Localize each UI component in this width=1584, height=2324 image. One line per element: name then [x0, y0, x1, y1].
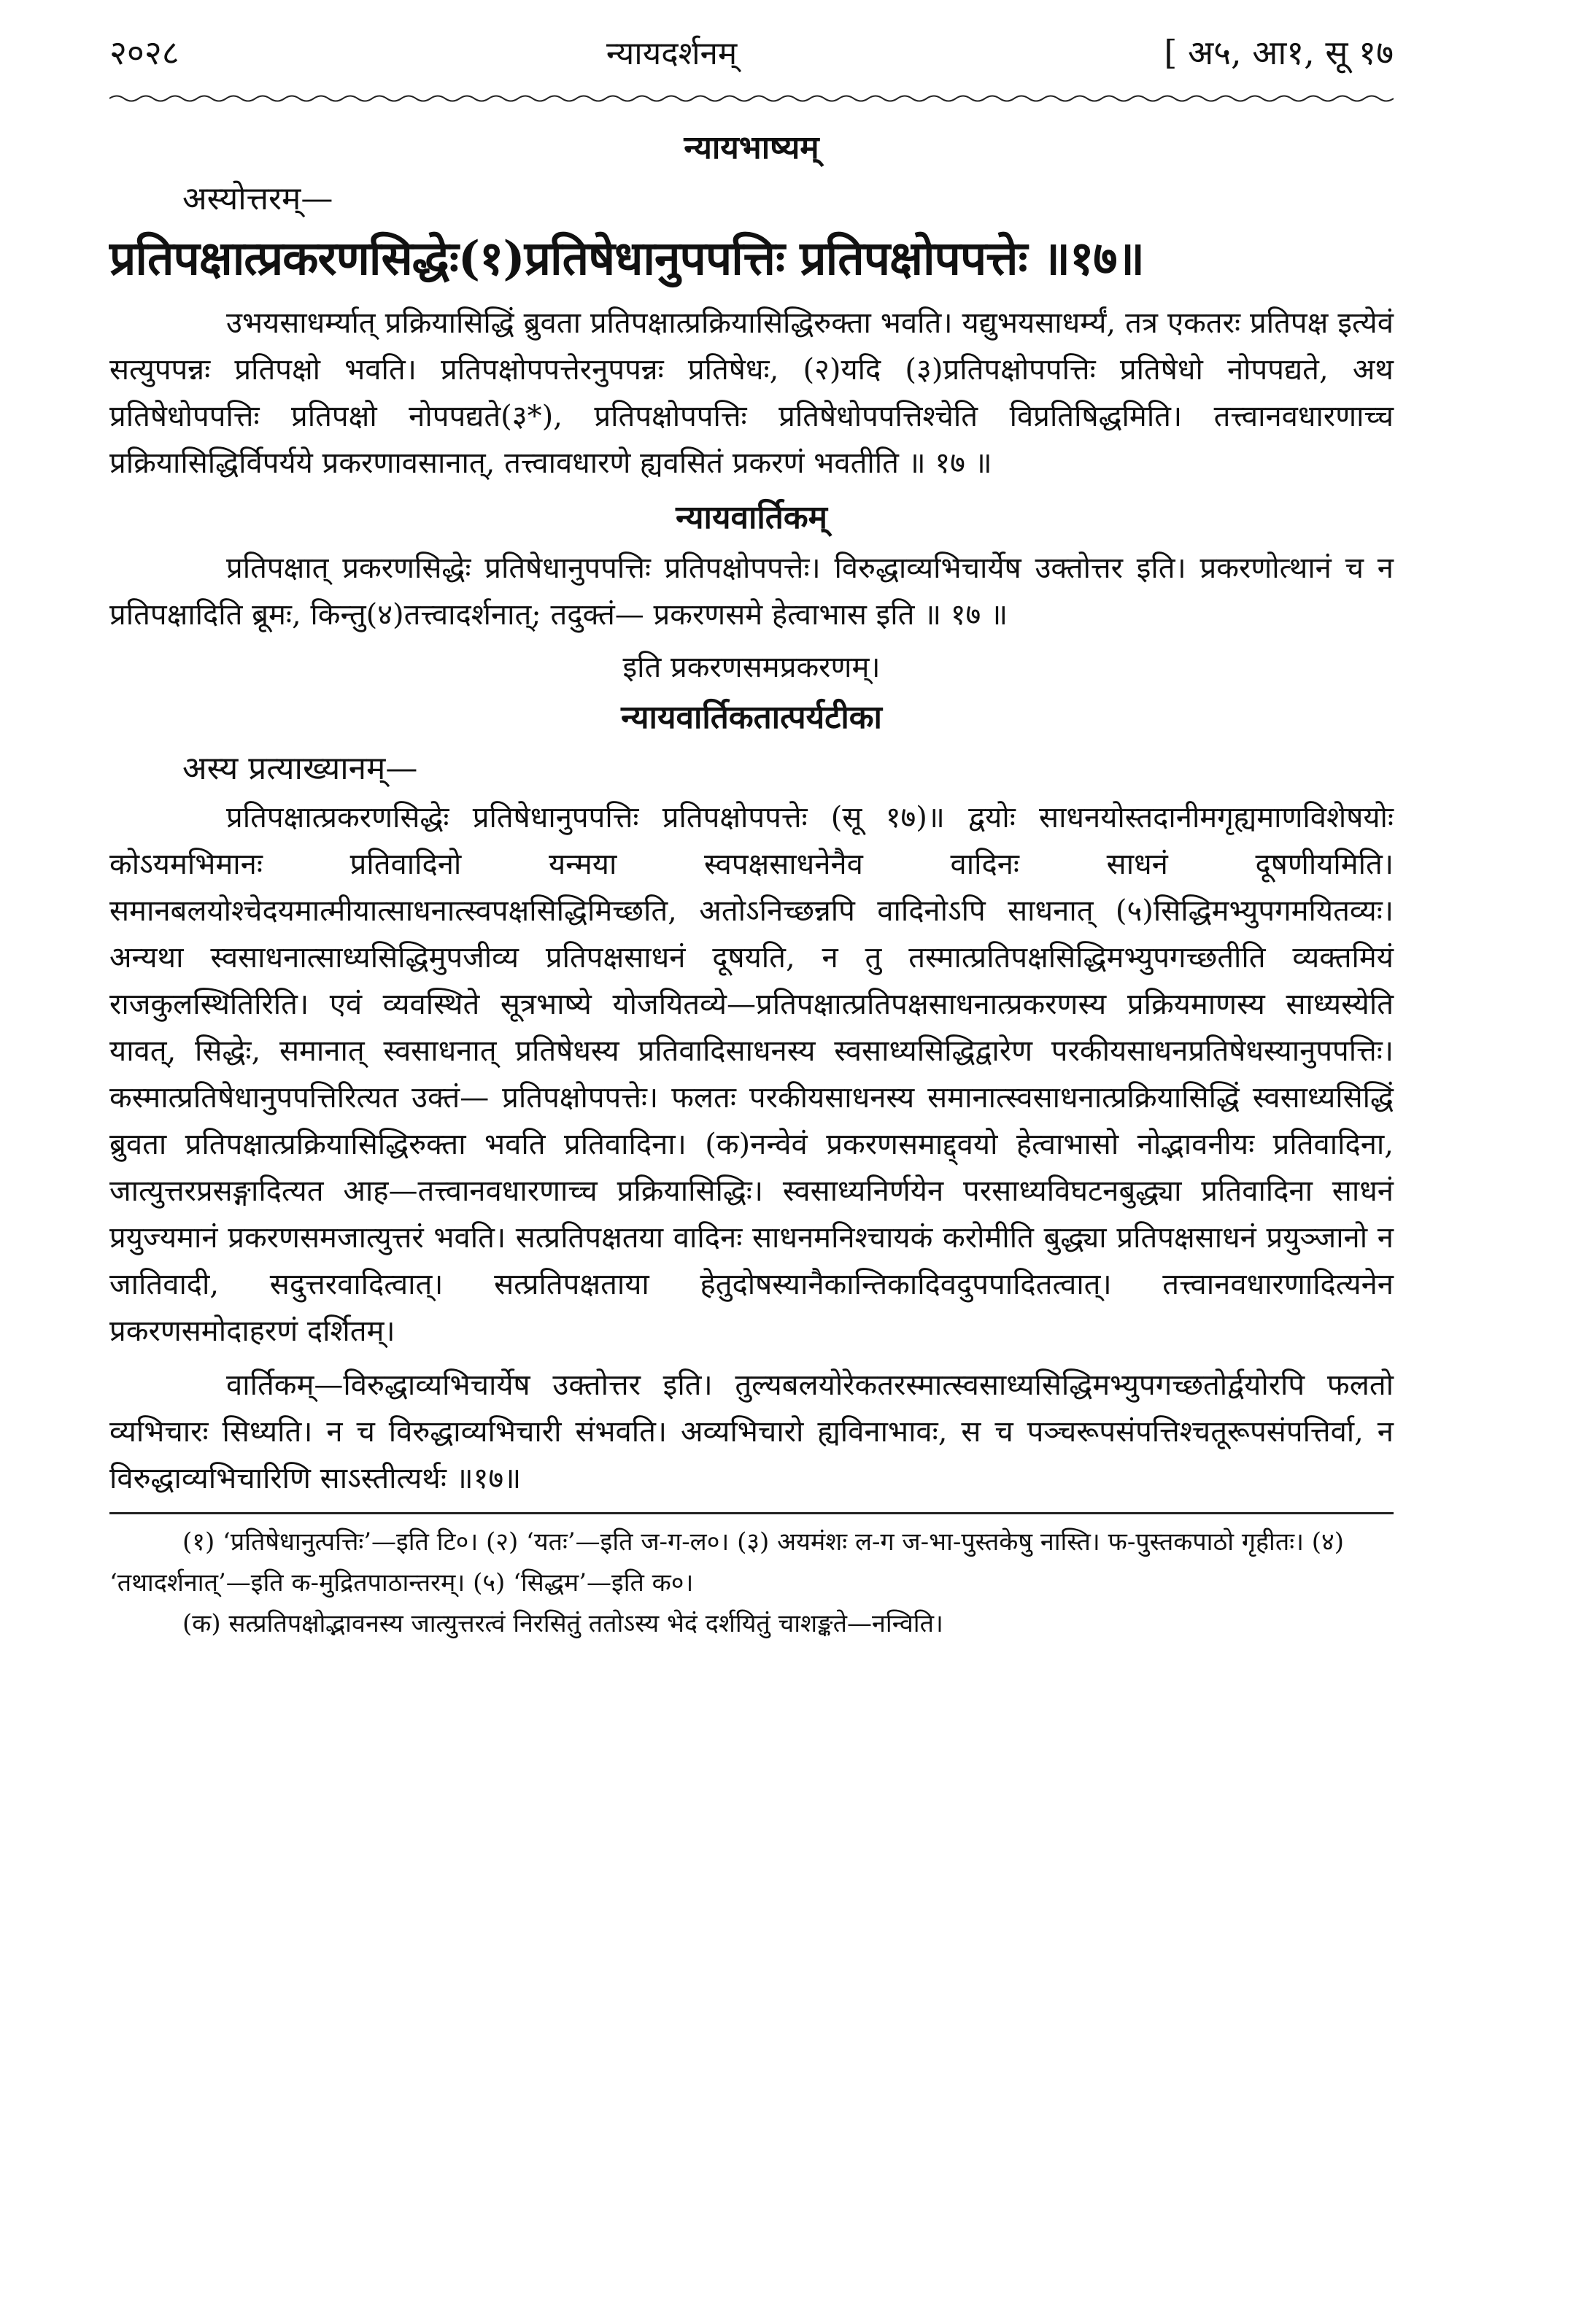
chapter-reference: [ अ५, आ१, सू १७: [1164, 33, 1394, 72]
sutra-17: प्रतिपक्षात्प्रकरणसिद्धेः(१)प्रतिषेधानुपपत्तिः प्रतिपक्षोपपत्तेः ॥१७॥: [109, 231, 1144, 286]
footnote-line-2: (क) सत्प्रतिपक्षोद्भावनस्य जात्युत्तरत्वं निरसितुं ततोऽस्य भेदं दर्शयितुं चाशङ्कते—नन्विति।: [182, 1609, 943, 1638]
page-number: २०२८: [109, 33, 179, 72]
vartika-text: प्रतिपक्षात् प्रकरणसिद्धेः प्रतिषेधानुपपत्तिः प्रतिपक्षोपपत्तेः। विरुद्धाव्यभिचार्येष उक्तोत्तर इति। प्रकरणोत्थानं च न प्रतिपक्षादिति ब्रूमः, किन्तु(४)तत्त्वादर्शनात्; तदुक्तं— प्रकरणसमे हेत्वाभास इति ॥ १७ ॥: [109, 551, 1394, 632]
bhashya-text: उभयसाधर्म्यात् प्रक्रियासिद्धिं ब्रुवता प्रतिपक्षात्प्रक्रियासिद्धिरुक्ता भवति। यद्युभयसाधर्म्यं, तत्र एकतरः प्रतिपक्ष इत्येवं सत्युपपन्नः प्रतिपक्षो भवति। प्रतिपक्षोपपत्तेरनुपपन्नः प्रतिषेधः, (२)यदि (३)प्रतिपक्षोपपत्तिः प्रतिषेधो नोपपद्यते, अथ प्रतिषेधोपपत्तिः प्रतिपक्षो नोपपद्यते(३*), प्रतिपक्षोपपत्तिः प्रतिषेधोपपत्तिश्चेति विप्रतिषिद्धमिति। तत्त्वानवधारणाच्च प्रक्रियासिद्धिर्विपर्यये प्रकरणावसानात्, तत्त्वावधारणे ह्यवसितं प्रकरणं भवतीति ॥ १७ ॥: [109, 306, 1394, 480]
vartika-heading: न्यायवार्तिकम्: [676, 499, 827, 536]
footnotes: [109, 1522, 1394, 1644]
section-closing: इति प्रकरणसमप्रकरणम्।: [622, 651, 881, 684]
footnote-line-1: (१) ‘प्रतिषेधानुत्पत्तिः’—इति टि०। (२) ‘यतः’—इति ज-ग-ल०। (३) अयमंशः ल-ग ज-भा-पुस्तकेषु नास्ति। फ-पुस्तकपाठो गृहीतः। (४) ‘तथादर्शनात्’—इति क-मुद्रितपाठान्तरम्। (५) ‘सिद्धम’—इति क०।: [109, 1527, 1344, 1597]
bhashya-intro: अस्योत्तरम्—: [182, 180, 333, 217]
tika-paragraph-2: वार्तिकम्—विरुद्धाव्यभिचार्येष उक्तोत्तर इति। तुल्यबलयोरेकतरस्मात्स्वसाध्यसिद्धिमभ्युपगच्छतोर्द्वयोरपि फलतो व्यभिचारः सिध्यति। न च विरुद्धाव्यभिचारी संभवति। अव्यभिचारो ह्यविनाभावः, स च पञ्चरूपसंपत्तिश्चतूरूपसंपत्तिर्वा, न विरुद्धाव्यभिचारिणि साऽस्तीत्यर्थः ॥१७॥: [109, 1368, 1394, 1495]
tika-paragraph-1: प्रतिपक्षात्प्रकरणसिद्धेः प्रतिषेधानुपपत्तिः प्रतिपक्षोपपत्तेः (सू १७)॥ द्वयोः साधनयोस्तदानीमगृह्यमाणविशेषयोः कोऽयमभिमानः प्रतिवादिनो यन्मया स्वपक्षसाधनेनैव वादिनः साधनं दूषणीयमिति। समानबलयोश्चेदयमात्मीयात्साधनात्स्वपक्षसिद्धिमिच्छति, अतोऽनिच्छन्नपि वादिनोऽपि साधनात् (५)सिद्धिमभ्युपगमयितव्यः। अन्यथा स्वसाधनात्साध्यसिद्धिमुपजीव्य प्रतिपक्षसाधनं दूषयति, न तु तस्मात्प्रतिपक्षसिद्धिमभ्युपगच्छतीति व्यक्तमियं राजकुलस्थितिरिति। एवं व्यवस्थिते सूत्रभाष्ये योजयितव्ये—प्रतिपक्षात्प्रतिपक्षसाधनात्प्रकरणस्य प्रक्रियमाणस्य साध्यस्येति यावत्, सिद्धेः, समानात् स्वसाधनात् प्रतिषेधस्य प्रतिवादिसाधनस्य स्वसाध्यसिद्धिद्वारेण परकीयसाधनप्रतिषेधस्यानुपपत्तिः। कस्मात्प्रतिषेधानुपपत्तिरित्यत उक्तं— प्रतिपक्षोपपत्तेः। फलतः परकीयसाधनस्य समानात्स्वसाधनात्प्रक्रियासिद्धिं स्वसाध्यसिद्धिं ब्रुवता प्रतिपक्षात्प्रक्रियासिद्धिरुक्ता भवति प्रतिवादिना। (क)नन्वेवं प्रकरणसमाद्द्वयो हेत्वाभासो नोद्भावनीयः प्रतिवादिना, जात्युत्तरप्रसङ्गादित्यत आह—तत्त्वानवधारणाच्च प्रक्रियासिद्धिः। स्वसाध्यनिर्णयेन परसाध्यविघटनबुद्ध्या प्रतिवादिना साधनं प्रयुज्यमानं प्रकरणसमजात्युत्तरं भवति। सत्प्रतिपक्षतया वादिनः साधनमनिश्चायकं करोमीति बुद्ध्या प्रतिपक्षसाधनं प्रयुञ्जानो न जातिवादी, सदुत्तरवादित्वात्। सत्प्रतिपक्षताया हेतुदोषस्यानैकान्तिकादिवदुपपादितत्वात्। तत्त्वानवधारणादित्यनेन प्रकरणसमोदाहरणं दर्शितम्।: [109, 801, 1394, 1348]
footnote-divider: [109, 1512, 1394, 1514]
wavy-rule: [109, 93, 1394, 104]
book-title: न्यायदर्शनम्: [606, 35, 738, 72]
page: [109, 29, 1394, 1644]
tika-intro: अस्य प्रत्याख्यानम्—: [182, 750, 418, 787]
bhashya-heading: न्यायभाष्यम्: [684, 129, 819, 166]
running-header: [109, 29, 1394, 88]
tika-heading: न्यायवार्तिकतात्पर्यटीका: [621, 699, 882, 736]
